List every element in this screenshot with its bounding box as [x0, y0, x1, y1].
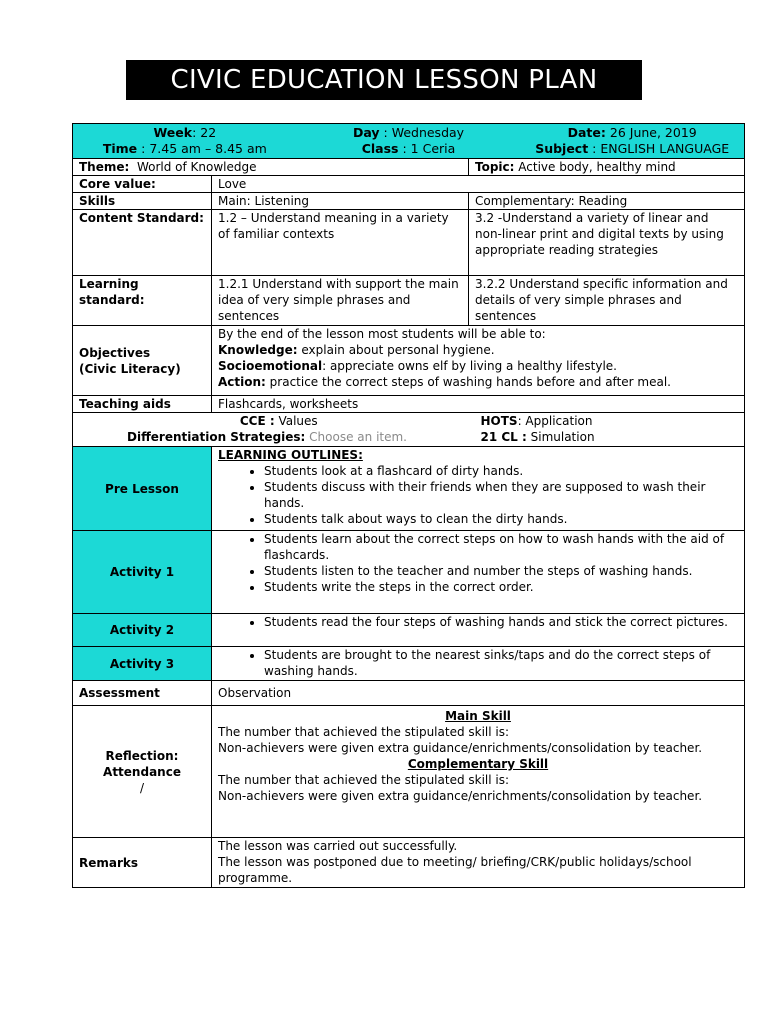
remarks-content: The lesson was carried out successfully. The lesson was postponed due to meeting/ briefing/CRK/public holidays/school programme.: [212, 838, 745, 888]
content-standard-main: 1.2 – Understand meaning in a variety of familiar contexts: [212, 210, 469, 276]
subject-field: Subject : ENGLISH LANGUAGE: [535, 141, 730, 156]
objectives-label: Objectives (Civic Literacy): [73, 326, 212, 396]
hots-field: HOTS: Application: [480, 414, 593, 428]
teaching-aids: Flashcards, worksheets: [212, 396, 745, 413]
stage-label-pre-lesson: Pre Lesson: [73, 447, 212, 531]
lesson-plan-table: [72, 123, 745, 888]
list-item: • Students are brought to the nearest sinks/taps and do the correct steps of washing hands.: [264, 647, 738, 679]
differentiation-dropdown[interactable]: Choose an item.: [305, 430, 407, 444]
content-standard-complementary: 3.2 -Understand a variety of linear and non-linear print and digital texts by using appropriate reading strategies: [469, 210, 745, 276]
differentiation-field: Differentiation Strategies: Choose an item.: [127, 430, 407, 444]
list-item: • Students read the four steps of washing hands and stick the correct pictures.: [264, 614, 738, 630]
teaching-aids-label: Teaching aids: [73, 396, 212, 413]
topic-cell: Topic: Active body, healthy mind: [469, 159, 745, 176]
reflection-content: Main Skill The number that achieved the stipulated skill is: Non-achievers were given extra guidance/enrichments/consolidation by teacher. Complementary Skill The number that achieved the stipulated skill is: Non-achievers were given extra guidance/enrichments/consolidation by teacher.: [212, 706, 745, 838]
cl21-field: 21 CL : Simulation: [480, 430, 595, 444]
learning-standard-main: 1.2.1 Understand with support the main idea of very simple phrases and sentences: [212, 276, 469, 326]
learning-standard-complementary: 3.2.2 Understand specific information and details of very simple phrases and sentences: [469, 276, 745, 326]
time-field: Time : 7.45 am – 8.45 am: [102, 141, 267, 156]
week-field: Week: 22: [153, 125, 217, 140]
list-item: • Students learn about the correct steps on how to wash hands with the aid of flashcards.: [264, 531, 738, 563]
learning-standard-label: Learning standard:: [73, 276, 212, 326]
page-title: CIVIC EDUCATION LESSON PLAN: [126, 60, 642, 100]
stage-content-pre-lesson: [212, 447, 745, 531]
core-value: Love: [212, 176, 745, 193]
stage-content-activity-3: [212, 647, 745, 681]
core-value-label: Core value:: [73, 176, 212, 193]
objectives-content: By the end of the lesson most students will be able to: Knowledge: explain about personal hygiene. Socioemotional: appreciate owns elf by living a healthy lifestyle. Action: practice the correct steps of washing hands before and after meal.: [212, 326, 745, 396]
date-field: Date: 26 June, 2019: [567, 125, 697, 140]
assessment-value: Observation: [212, 681, 745, 706]
list-item: • Students talk about ways to clean the dirty hands.: [264, 511, 738, 527]
complementary-skill: Complementary: Reading: [469, 193, 745, 210]
list-item: • Students write the steps in the correct order.: [264, 579, 738, 595]
stage-content-activity-2: [212, 614, 745, 647]
remarks-label: Remarks: [73, 838, 212, 888]
cce-hots-row: [73, 413, 745, 447]
lesson-header: [73, 124, 745, 159]
list-item: • Students look at a flashcard of dirty hands.: [264, 463, 738, 479]
stage-content-activity-1: [212, 531, 745, 614]
theme-cell: Theme: World of Knowledge: [73, 159, 469, 176]
stage-label-activity-1: Activity 1: [73, 531, 212, 614]
cce-field: CCE : Values: [239, 414, 318, 428]
day-field: Day : Wednesday: [352, 125, 465, 140]
main-skill-heading: Main Skill: [445, 709, 511, 723]
main-skill: Main: Listening: [212, 193, 469, 210]
complementary-skill-heading: Complementary Skill: [407, 757, 549, 771]
list-item: • Students discuss with their friends when they are supposed to wash their hands.: [264, 479, 738, 511]
stage-label-activity-3: Activity 3: [73, 647, 212, 681]
stage-label-activity-2: Activity 2: [73, 614, 212, 647]
reflection-label: Reflection: Attendance /: [73, 706, 212, 838]
list-item: • Students listen to the teacher and number the steps of washing hands.: [264, 563, 738, 579]
skills-label: Skills: [73, 193, 212, 210]
assessment-label: Assessment: [73, 681, 212, 706]
class-field: Class : 1 Ceria: [361, 141, 456, 156]
outline-heading: LEARNING OUTLINES:: [218, 448, 363, 462]
content-standard-label: Content Standard:: [73, 210, 212, 276]
